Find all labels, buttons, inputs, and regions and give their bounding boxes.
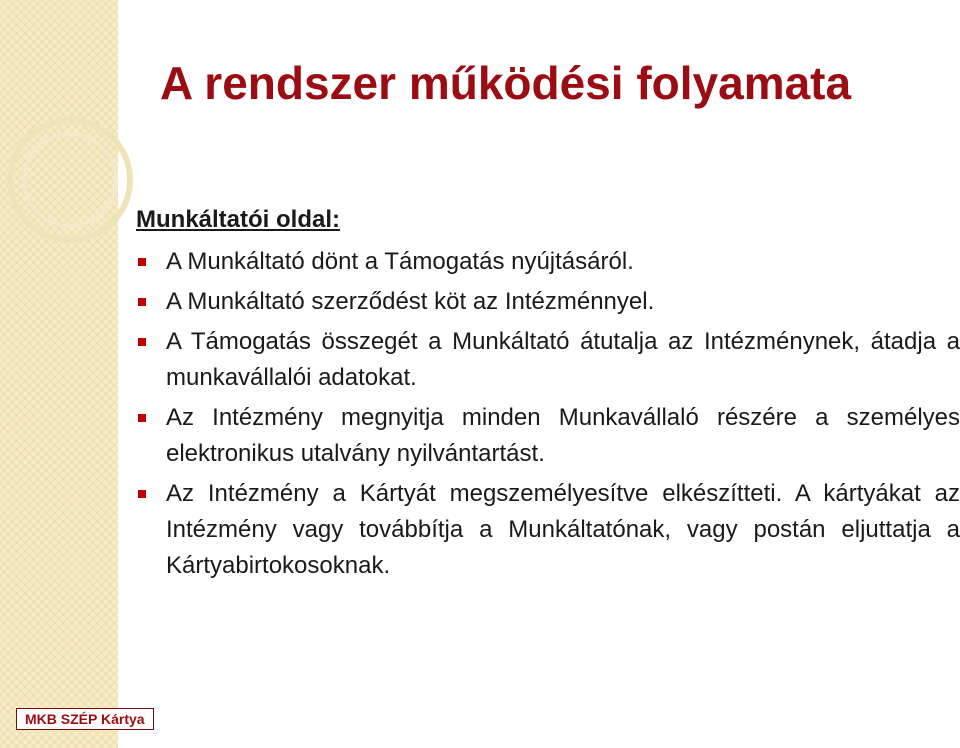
square-bullet-icon xyxy=(138,490,146,498)
list-item-text: A Támogatás összegét a Munkáltató átutalja az Intézménynek, átadja a munkavállalói adatokat. xyxy=(166,328,960,391)
list-item-text: A Munkáltató dönt a Támogatás nyújtásáról. xyxy=(166,248,634,275)
square-bullet-icon xyxy=(138,298,146,306)
bullet-list xyxy=(136,244,960,584)
footer-brand-label: MKB SZÉP Kártya xyxy=(16,708,154,730)
list-item-text: Az Intézmény megnyitja minden Munkavállaló részére a személyes elektronikus utalvány nyilvántartást. xyxy=(166,404,960,467)
list-item xyxy=(136,284,960,320)
square-bullet-icon xyxy=(138,338,146,346)
list-item xyxy=(136,476,960,584)
section-heading: Munkáltatói oldal: xyxy=(136,206,340,233)
slide-content xyxy=(136,206,960,588)
square-bullet-icon xyxy=(138,414,146,422)
list-item xyxy=(136,324,960,396)
list-item xyxy=(136,244,960,280)
list-item-text: Az Intézmény a Kártyát megszemélyesítve elkészítteti. A kártyákat az Intézmény vagy továbbítja a Munkáltatónak, vagy postán eljuttatja a Kártyabirtokosoknak. xyxy=(166,480,960,579)
slide-title: A rendszer működési folyamata xyxy=(160,57,852,109)
list-item xyxy=(136,400,960,472)
square-bullet-icon xyxy=(138,258,146,266)
list-item-text: A Munkáltató szerződést köt az Intézménnyel. xyxy=(166,288,655,315)
